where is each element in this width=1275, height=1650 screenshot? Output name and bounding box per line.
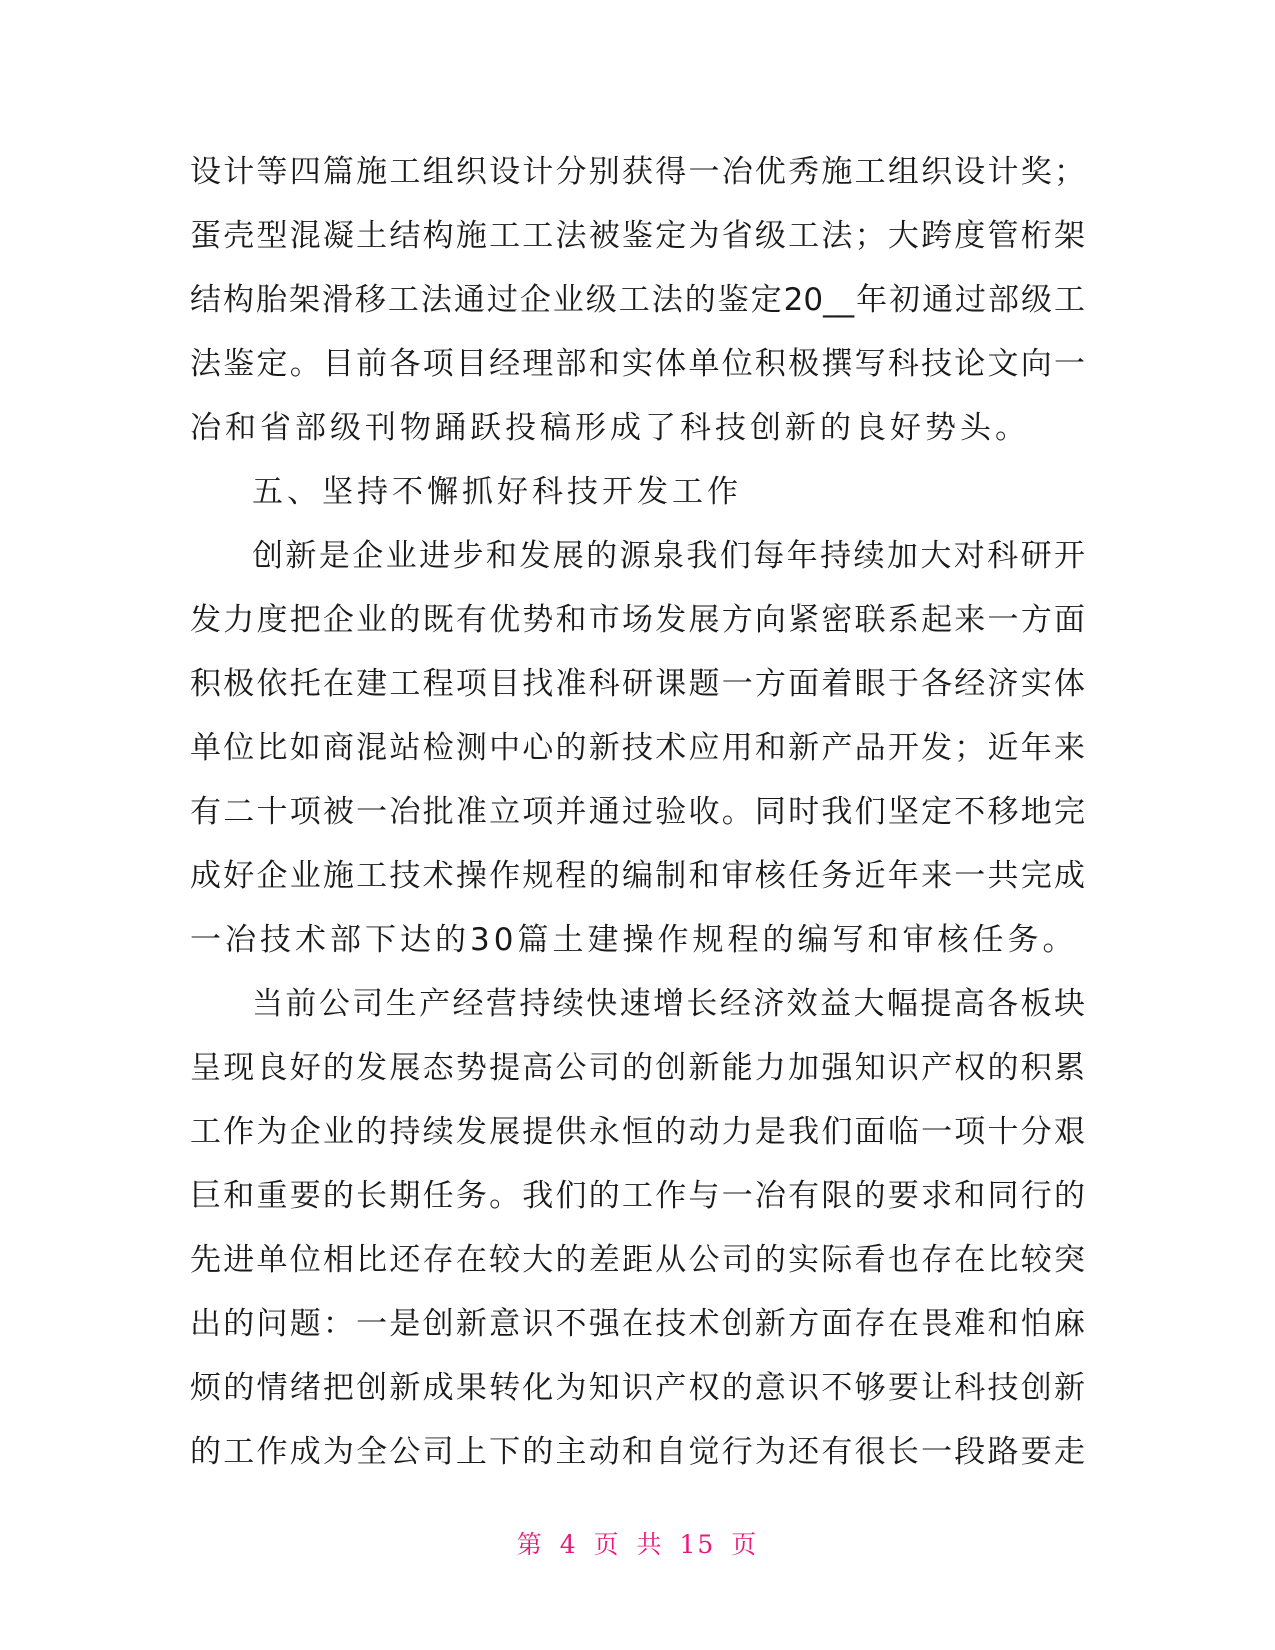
paragraph-line: 积极依托在建工程项目找准科研课题一方面着眼于各经济实体 (190, 666, 1085, 702)
paragraph-line: 单位比如商混站检测中心的新技术应用和新产品开发；近年来 (190, 730, 1085, 766)
paragraph-line: 发力度把企业的既有优势和市场发展方向紧密联系起来一方面 (190, 602, 1085, 638)
paragraph-line: 创新是企业进步和发展的源泉我们每年持续加大对科研开 (252, 538, 1085, 574)
paragraph-line: 结构胎架滑移工法通过企业级工法的鉴定20__年初通过部级工 (190, 282, 1085, 318)
paragraph-line: 当前公司生产经营持续快速增长经济效益大幅提高各板块 (252, 986, 1085, 1022)
paragraph-line: 冶和省部级刊物踊跃投稿形成了科技创新的良好势头。 (190, 410, 1030, 446)
section-heading: 五、坚持不懈抓好科技开发工作 (252, 474, 742, 510)
paragraph-line: 的工作成为全公司上下的主动和自觉行为还有很长一段路要走 (190, 1434, 1085, 1470)
paragraph-line: 巨和重要的长期任务。我们的工作与一冶有限的要求和同行的 (190, 1178, 1085, 1214)
document-body (190, 140, 1085, 1484)
paragraph-line: 蛋壳型混凝土结构施工工法被鉴定为省级工法；大跨度管桁架 (190, 218, 1085, 254)
paragraph-line: 一冶技术部下达的30篇土建操作规程的编写和审核任务。 (190, 922, 1078, 958)
paragraph-line: 先进单位相比还存在较大的差距从公司的实际看也存在比较突 (190, 1242, 1085, 1278)
paragraph-line: 有二十项被一冶批准立项并通过验收。同时我们坚定不移地完 (190, 794, 1085, 830)
paragraph-line: 法鉴定。目前各项目经理部和实体单位积极撰写科技论文向一 (190, 346, 1085, 382)
paragraph-line: 出的问题：一是创新意识不强在技术创新方面存在畏难和怕麻 (190, 1306, 1085, 1342)
paragraph-line: 设计等四篇施工组织设计分别获得一冶优秀施工组织设计奖； (190, 154, 1085, 190)
paragraph-line: 烦的情绪把创新成果转化为知识产权的意识不够要让科技创新 (190, 1370, 1085, 1406)
page-number-footer: 第 4 页 共 15 页 (516, 1530, 759, 1559)
paragraph-line: 呈现良好的发展态势提高公司的创新能力加强知识产权的积累 (190, 1050, 1085, 1086)
paragraph-line: 工作为企业的持续发展提供永恒的动力是我们面临一项十分艰 (190, 1114, 1085, 1150)
paragraph-line: 成好企业施工技术操作规程的编制和审核任务近年来一共完成 (190, 858, 1085, 894)
